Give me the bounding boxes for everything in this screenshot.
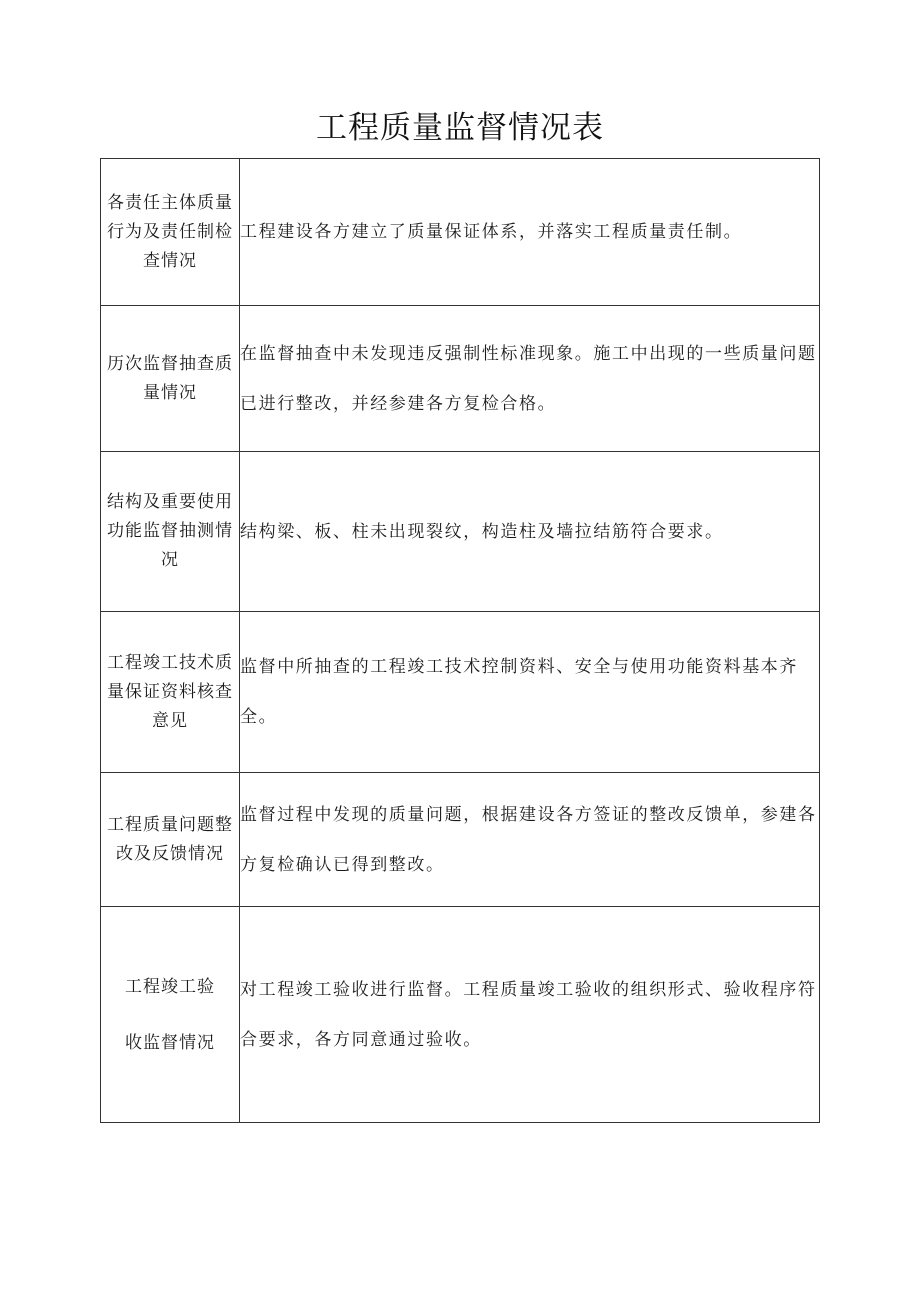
page-title: 工程质量监督情况表 bbox=[316, 110, 604, 146]
table-row bbox=[101, 306, 820, 452]
row-content-document-review: 监督中所抽查的工程竣工技术控制资料、安全与使用功能资料基本齐全。 bbox=[240, 612, 820, 773]
row-label-rectification: 工程质量问题整改及反馈情况 bbox=[101, 773, 240, 907]
table-row bbox=[101, 612, 820, 773]
table-row bbox=[101, 159, 820, 306]
row-content-rectification: 监督过程中发现的质量问题，根据建设各方签证的整改反馈单，参建各方复检确认已得到整改。 bbox=[240, 773, 820, 907]
table-row bbox=[101, 907, 820, 1123]
row-label-responsibility: 各责任主体质量行为及责任制检查情况 bbox=[101, 159, 240, 306]
table-row bbox=[101, 773, 820, 907]
row-label-inspection-history: 历次监督抽查质量情况 bbox=[101, 306, 240, 452]
row-content-structure-testing: 结构梁、板、柱未出现裂纹，构造柱及墙拉结筋符合要求。 bbox=[240, 452, 820, 612]
row-label-document-review: 工程竣工技术质量保证资料核查意见 bbox=[101, 612, 240, 773]
row-content-responsibility: 工程建设各方建立了质量保证体系，并落实工程质量责任制。 bbox=[240, 159, 820, 306]
table-row bbox=[101, 452, 820, 612]
row-content-acceptance: 对工程竣工验收进行监督。工程质量竣工验收的组织形式、验收程序符合要求，各方同意通过验收。 bbox=[240, 907, 820, 1123]
row-label-acceptance: 工程竣工验收监督情况 bbox=[101, 907, 240, 1123]
supervision-table bbox=[100, 158, 820, 1123]
row-label-structure-testing: 结构及重要使用功能监督抽测情况 bbox=[101, 452, 240, 612]
row-content-inspection-history: 在监督抽查中未发现违反强制性标准现象。施工中出现的一些质量问题已进行整改，并经参建各方复检合格。 bbox=[240, 306, 820, 452]
